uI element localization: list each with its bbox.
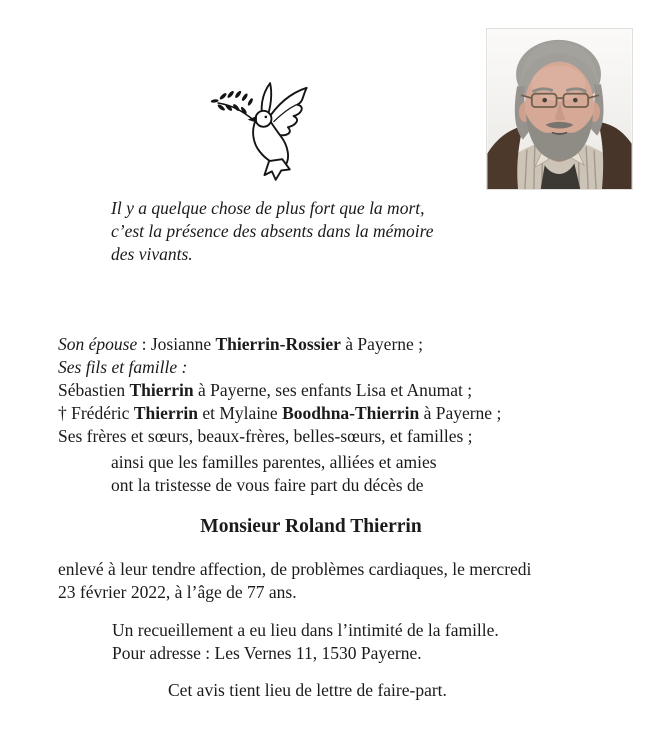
text-line: [58, 356, 501, 379]
peace-dove-icon: [210, 78, 332, 184]
text-line: [58, 379, 501, 402]
text-line: Il y a quelque chose de plus fort que la mort,: [111, 198, 425, 218]
text-line: enlevé à leur tendre affection, de problèmes cardiaques, le mercredi: [58, 559, 532, 579]
text-segment: à Payerne ;: [340, 334, 424, 354]
text-line: des vivants.: [111, 244, 193, 264]
text-line: Un recueillement a eu lieu dans l’intimité de la famille.: [112, 620, 499, 640]
text-segment: † Frédéric: [58, 403, 134, 423]
text-segment: à Payerne ;: [419, 403, 502, 423]
deceased-name: Monsieur Roland Thierrin: [200, 516, 422, 537]
death-details: [58, 558, 531, 604]
text-line: [58, 402, 501, 425]
text-line: 23 février 2022, à l’âge de 77 ans.: [58, 582, 297, 602]
dove-eye: [265, 116, 268, 119]
text-line: ont la tristesse de vous faire part du décès de: [111, 475, 424, 495]
family-name-bold: Boodhna-Thierrin: [282, 403, 420, 423]
text-segment: Sébastien: [58, 380, 130, 400]
text-line: ainsi que les familles parentes, alliées et amies: [111, 452, 437, 472]
text-line: c’est la présence des absents dans la mémoire: [111, 221, 434, 241]
ceremony-info: [112, 619, 499, 665]
announcement-intro: [111, 451, 437, 497]
portrait-photo: [486, 28, 633, 190]
family-name-bold: Thierrin-Rossier: [215, 334, 341, 354]
family-name-bold: Thierrin: [133, 403, 198, 423]
text-segment: à Payerne, ses enfants Lisa et Anumat ;: [193, 380, 473, 400]
family-list: [58, 333, 501, 448]
portrait-photo-image: [487, 29, 632, 189]
text-segment: Ses frères et sœurs, beaux-frères, belles-sœurs, et familles ;: [58, 426, 473, 446]
olive-branch-icon: [211, 90, 254, 120]
text-line: Pour adresse : Les Vernes 11, 1530 Payerne.: [112, 643, 422, 663]
dove-illustration: [210, 78, 332, 184]
memorial-quote: [111, 197, 434, 266]
family-name-bold: Thierrin: [129, 380, 194, 400]
text-segment: et Mylaine: [197, 403, 283, 423]
relation-label: Son épouse: [58, 334, 138, 354]
text-segment: : Josianne: [137, 334, 216, 354]
relation-label: Ses fils et famille :: [58, 357, 188, 377]
closing-notice: Cet avis tient lieu de lettre de faire-part.: [168, 680, 447, 700]
text-line: [58, 333, 501, 356]
text-line: [58, 425, 501, 448]
